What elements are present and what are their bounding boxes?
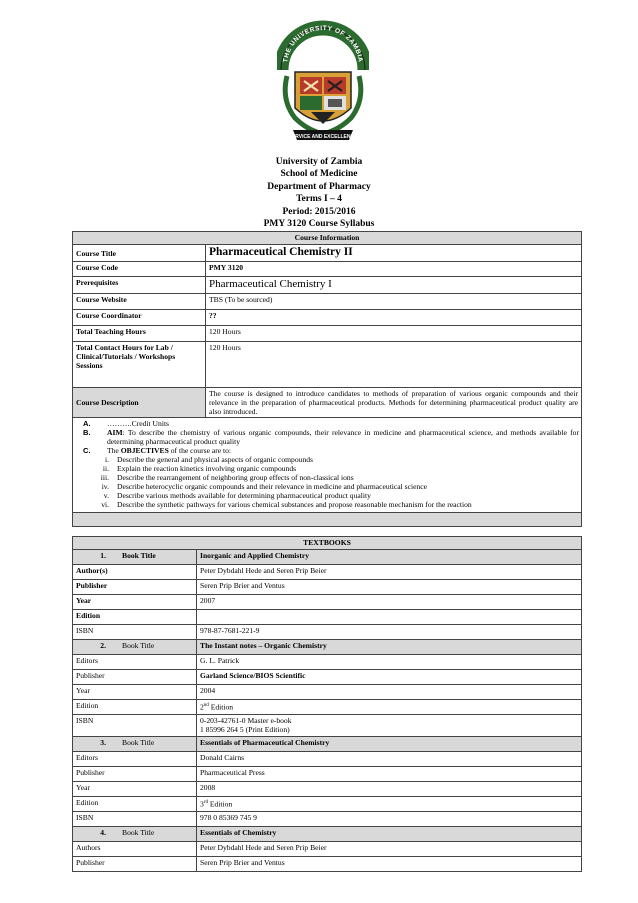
- course-coordinator-label: Course Coordinator: [73, 310, 206, 326]
- book-field-label: Publisher: [73, 580, 197, 595]
- book-field-label: Year: [73, 595, 197, 610]
- book-title-label: 1. Book Title: [73, 550, 197, 565]
- university-crest-logo: [277, 10, 369, 160]
- book-title-value: Inorganic and Applied Chemistry: [197, 550, 582, 565]
- section-divider: [73, 513, 582, 527]
- textbooks-caption: TEXTBOOKS: [73, 537, 582, 550]
- university-name: University of Zambia: [275, 157, 363, 167]
- book-field-label: Editors: [73, 655, 197, 670]
- crest-top-text: THE UNIVERSITY OF ZAMBIA: [282, 24, 364, 63]
- book-field-value: Seren Prip Brier and Ventus: [197, 580, 582, 595]
- book-field-label: Publisher: [73, 767, 197, 782]
- objective-item: v. Describe various methods available for determining pharmaceutical product quality: [103, 491, 371, 500]
- prerequisites-label: Prerequisites: [73, 277, 206, 294]
- course-info-caption: Course Information: [73, 232, 582, 245]
- course-information-table: [72, 231, 582, 527]
- book-field-label: Edition: [73, 700, 197, 715]
- book-title-value: Essentials of Chemistry: [197, 827, 582, 842]
- book-field-label: Editors: [73, 752, 197, 767]
- teaching-hours-value: 120 Hours: [206, 326, 582, 342]
- objective-item: ii. Explain the reaction kinetics involving organic compounds: [102, 464, 297, 473]
- book-field-label: Edition: [73, 797, 197, 812]
- objective-item: iii. Describe the rearrangement of neighboring group effects of non-classical ions: [100, 473, 354, 482]
- book-field-value: 978-87-7681-221-9: [197, 625, 582, 640]
- book-field-label: Author(s): [73, 565, 197, 580]
- document-header: [0, 156, 638, 230]
- teaching-hours-label: Total Teaching Hours: [73, 326, 206, 342]
- book-field-label: ISBN: [73, 715, 197, 737]
- book-title-value: The Instant notes – Organic Chemistry: [197, 640, 582, 655]
- book-field-value: 2008: [197, 782, 582, 797]
- book-field-value: 978 0 85369 745 9: [197, 812, 582, 827]
- book-field-value: Donald Cairns: [197, 752, 582, 767]
- book-title-label: 4. Book Title: [73, 827, 197, 842]
- course-website-label: Course Website: [73, 294, 206, 310]
- department-name: Department of Pharmacy: [267, 181, 371, 192]
- course-aims-objectives: [73, 418, 582, 513]
- book-field-value: 3rd Edition: [197, 797, 582, 812]
- book-field-label: ISBN: [73, 812, 197, 827]
- book-field-label: Publisher: [73, 670, 197, 685]
- book-title-label: 2. Book Title: [73, 640, 197, 655]
- terms-line: Terms I – 4: [296, 194, 342, 205]
- book-field-label: Edition: [73, 610, 197, 625]
- objective-item: vi. Describe the synthetic pathways for various chemical substances and propose reasonable mechanism for the reaction: [101, 500, 472, 509]
- course-title-value: Pharmaceutical Chemistry II: [206, 245, 582, 262]
- book-field-value: Seren Prip Brier and Ventus: [197, 857, 582, 872]
- prerequisites-value: Pharmaceutical Chemistry I: [206, 277, 582, 294]
- book-field-value: Peter Dybdahl Hede and Seren Prip Beier: [197, 842, 582, 857]
- book-field-label: Authors: [73, 842, 197, 857]
- objective-item: iv. Describe heterocyclic organic compounds and their relevance in medicine and pharmaceutical science: [101, 482, 428, 491]
- book-title-value: Essentials of Pharmaceutical Chemistry: [197, 737, 582, 752]
- book-field-label: Year: [73, 685, 197, 700]
- syllabus-title: PMY 3120 Course Syllabus: [263, 219, 375, 230]
- list-item: A. ……….Credit Units: [83, 419, 170, 428]
- course-description-value: The course is designed to introduce candidates to methods of preparation of various organic compounds and their relevance in the preparation of pharmaceutical products. Methods for determining pharmaceutical product quality are also introduced.: [206, 388, 582, 418]
- book-field-value: 0-203-42761-0 Master e-book 1 85996 264 5 (Print Edition): [197, 715, 582, 737]
- list-item: C. The OBJECTIVES of the course are to:: [83, 446, 232, 455]
- book-field-value: G. L. Patrick: [197, 655, 582, 670]
- school-name: School of Medicine: [280, 169, 358, 180]
- book-field-value: 2nd Edition: [197, 700, 582, 715]
- aim-label: AIM: [107, 428, 123, 437]
- book-field-value: Pharmaceutical Press: [197, 767, 582, 782]
- book-field-value: Peter Dybdahl Hede and Seren Prip Beier: [197, 565, 582, 580]
- course-website-value: TBS (To be sourced): [206, 294, 582, 310]
- book-field-value: [197, 610, 582, 625]
- course-code-label: Course Code: [73, 262, 206, 277]
- contact-hours-value: 120 Hours: [206, 342, 582, 388]
- book-field-value: 2007: [197, 595, 582, 610]
- objectives-label: OBJECTIVES: [120, 446, 169, 455]
- book-field-label: Year: [73, 782, 197, 797]
- period-line: Period: 2015/2016: [282, 206, 356, 217]
- crest-motto: SERVICE AND EXCELLENCE: [288, 134, 358, 140]
- textbooks-table: [72, 536, 582, 872]
- book-field-value: Garland Science/BIOS Scientific: [197, 670, 582, 685]
- book-field-value: 2004: [197, 685, 582, 700]
- course-coordinator-value: ??: [206, 310, 582, 326]
- course-title-label: Course Title: [73, 245, 206, 262]
- book-field-label: ISBN: [73, 625, 197, 640]
- objective-item: i. Describe the general and physical aspects of organic compounds: [104, 455, 313, 464]
- course-code-value: PMY 3120: [206, 262, 582, 277]
- book-title-label: 3. Book Title: [73, 737, 197, 752]
- list-item: B. AIM: To describe the chemistry of various organic compounds, their relevance in medicine and pharmaceutical science, and methods available for determining pharmaceutical product quality: [83, 428, 579, 446]
- contact-hours-label: Total Contact Hours for Lab / Clinical/Tutorials / Workshops Sessions: [73, 342, 206, 388]
- course-description-label: Course Description: [73, 388, 206, 418]
- book-field-label: Publisher: [73, 857, 197, 872]
